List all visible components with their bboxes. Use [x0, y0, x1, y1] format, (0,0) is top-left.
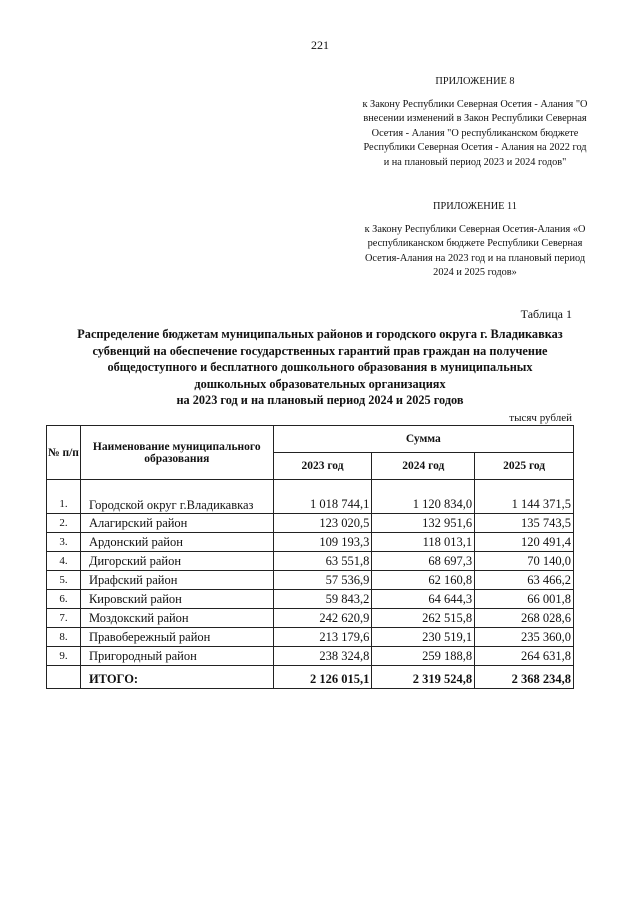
- row-name: Правобережный район: [80, 628, 273, 647]
- value-2025: 70 140,0: [475, 552, 574, 571]
- value-2025: 268 028,6: [475, 609, 574, 628]
- row-number: 3.: [47, 533, 81, 552]
- value-2025: 264 631,8: [475, 647, 574, 666]
- value-2024: 132 951,6: [372, 514, 475, 533]
- row-number: 9.: [47, 647, 81, 666]
- value-2024: 118 013,1: [372, 533, 475, 552]
- row-number: 1.: [47, 480, 81, 514]
- row-name: Дигорский район: [80, 552, 273, 571]
- value-2025: 235 360,0: [475, 628, 574, 647]
- units-label: тысяч рублей: [509, 412, 572, 424]
- page-number: 221: [311, 38, 329, 52]
- row-name: Ирафский район: [80, 571, 273, 590]
- row-name: Кировский район: [80, 590, 273, 609]
- row-name: Пригородный район: [80, 647, 273, 666]
- header-2023: 2023 год: [273, 453, 372, 480]
- title-line: Распределение бюджетам муниципальных районов и городского округа г. Владикавказ: [77, 327, 563, 341]
- row-number: 2.: [47, 514, 81, 533]
- value-2024: 262 515,8: [372, 609, 475, 628]
- appendix-11-title: ПРИЛОЖЕНИЕ 11: [433, 201, 517, 212]
- total-label: ИТОГО:: [80, 666, 273, 689]
- value-2024: 68 697,3: [372, 552, 475, 571]
- value-2025: 135 743,5: [475, 514, 574, 533]
- table-row: [47, 571, 574, 590]
- table-row: [47, 609, 574, 628]
- header-2024: 2024 год: [372, 453, 475, 480]
- value-2023: 1 018 744,1: [273, 480, 372, 514]
- appendix-11: [360, 200, 590, 281]
- header-num: № п/п: [47, 426, 81, 480]
- value-2024: 230 519,1: [372, 628, 475, 647]
- value-2025: 63 466,2: [475, 571, 574, 590]
- header-sum: Сумма: [273, 426, 573, 453]
- value-2024: 62 160,8: [372, 571, 475, 590]
- total-2024: 2 319 524,8: [372, 666, 475, 689]
- row-name: Ардонский район: [80, 533, 273, 552]
- title-line: субвенций на обеспечение государственных гарантий прав граждан на получение: [92, 343, 548, 358]
- budget-table: [46, 425, 574, 689]
- row-number: 8.: [47, 628, 81, 647]
- value-2023: 238 324,8: [273, 647, 372, 666]
- value-2023: 57 536,9: [273, 571, 372, 590]
- value-2023: 242 620,9: [273, 609, 372, 628]
- value-2023: 213 179,6: [273, 628, 372, 647]
- title-line: на 2023 год и на плановый период 2024 и 2025 годов: [176, 393, 464, 407]
- appendix-8: [360, 75, 590, 170]
- table-row: [47, 480, 574, 514]
- row-name: Моздокский район: [80, 609, 273, 628]
- value-2025: 66 001,8: [475, 590, 574, 609]
- document-title: [30, 326, 610, 409]
- value-2025: 1 144 371,5: [475, 480, 574, 514]
- total-2025: 2 368 234,8: [475, 666, 574, 689]
- total-empty-cell: [47, 666, 81, 689]
- row-number: 5.: [47, 571, 81, 590]
- value-2024: 1 120 834,0: [372, 480, 475, 514]
- row-name: Алагирский район: [80, 514, 273, 533]
- value-2023: 63 551,8: [273, 552, 372, 571]
- row-number: 6.: [47, 590, 81, 609]
- table-row: [47, 590, 574, 609]
- appendix-8-title: ПРИЛОЖЕНИЕ 8: [435, 76, 515, 87]
- appendix-11-text: к Закону Республики Северная Осетия-Алания «О республиканском бюджете Республики Северная Осетия-Алания на 2023 год и на плановый период 2024 и 2025 годов»: [364, 223, 586, 278]
- value-2023: 59 843,2: [273, 590, 372, 609]
- value-2023: 123 020,5: [273, 514, 372, 533]
- title-line: дошкольных образовательных организациях: [194, 376, 446, 391]
- header-2025: 2025 год: [475, 453, 574, 480]
- title-line: общедоступного и бесплатного дошкольного образования в муниципальных: [107, 360, 533, 374]
- value-2025: 120 491,4: [475, 533, 574, 552]
- table-row: [47, 647, 574, 666]
- row-name: Городской округ г.Владикавказ: [80, 480, 273, 514]
- total-2023: 2 126 015,1: [273, 666, 372, 689]
- row-number: 4.: [47, 552, 81, 571]
- appendix-8-text: к Закону Республики Северная Осетия - Алания "О внесении изменений в Закон Республики Северная Осетия - Алания "О республиканском бюджете Республики Северная Осетия - Алания на 2022 год и на плановый период 2023 и 2024 годов": [362, 98, 588, 168]
- table-label: Таблица 1: [520, 307, 572, 321]
- row-number: 7.: [47, 609, 81, 628]
- value-2024: 259 188,8: [372, 647, 475, 666]
- table-row: [47, 514, 574, 533]
- table-row: [47, 533, 574, 552]
- table-row: [47, 552, 574, 571]
- table-row: [47, 628, 574, 647]
- value-2024: 64 644,3: [372, 590, 475, 609]
- total-row: [47, 666, 574, 689]
- value-2023: 109 193,3: [273, 533, 372, 552]
- header-name: Наименование муниципального образования: [80, 426, 273, 480]
